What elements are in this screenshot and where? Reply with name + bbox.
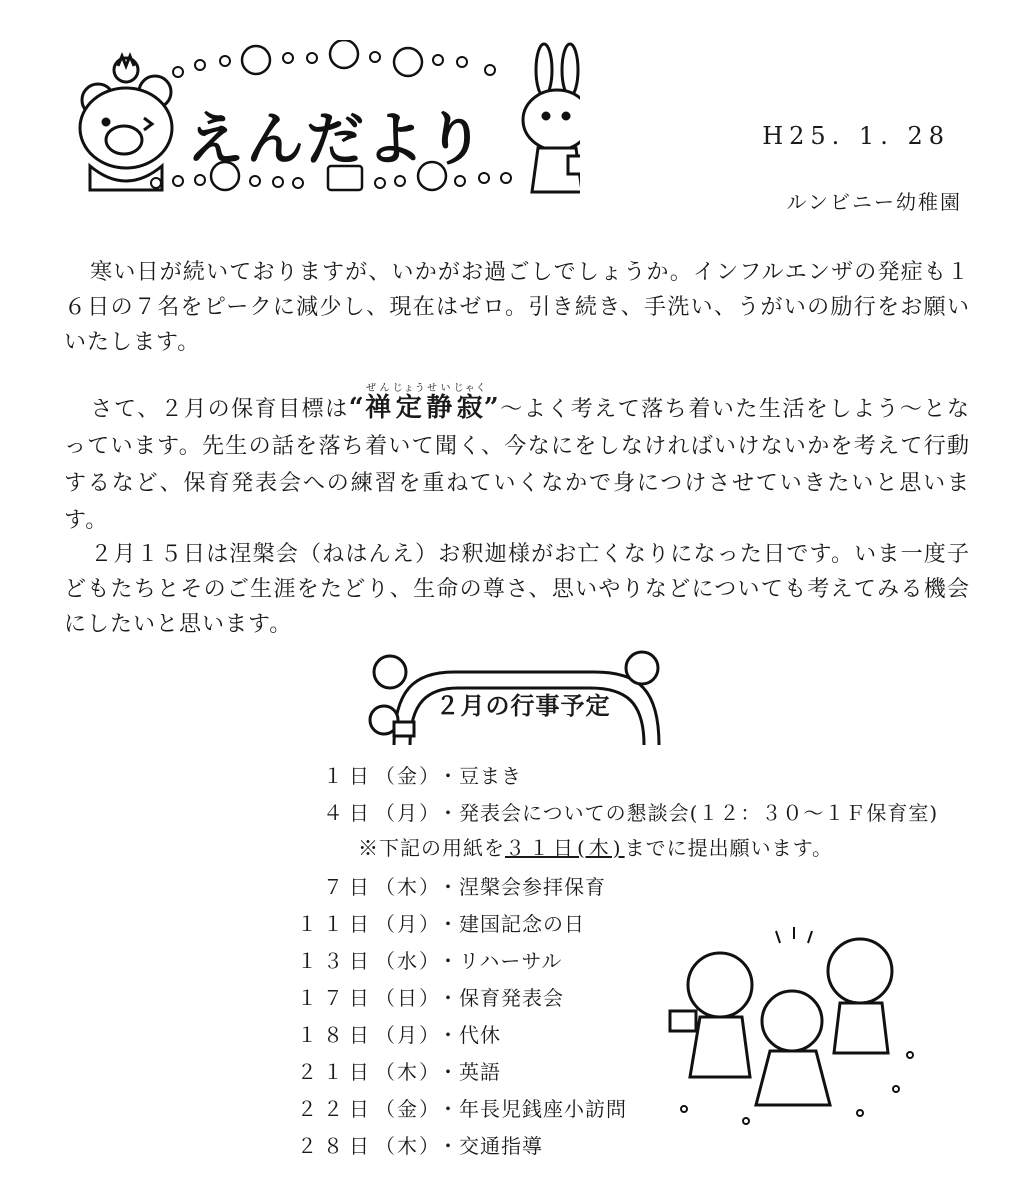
event-name: ・保育発表会 [438,986,564,1010]
paragraph-nehan-e [64,537,970,642]
event-name: ・涅槃会参拝保育 [438,875,606,899]
list-item [200,869,920,906]
event-weekday: （木） [375,1060,441,1084]
oni-face-icon [626,652,658,684]
event-weekday: （木） [375,1134,441,1158]
quote-open: “ [348,393,365,423]
child-face-icon [828,939,892,1003]
event-date: １１日 [297,912,375,936]
event-date: １７日 [297,986,375,1010]
goal-keyword [348,383,500,423]
list-item [200,758,920,795]
paragraph-greeting-text: 寒い日が続いておりますが、いかがお過ごしでしょうか。インフルエンザの発症も１６日の７名をピークに減少し、現在はゼロ。引き続き、手洗い、うがいの励行をお願いいたします。 [64,260,970,355]
oni-face-icon [762,991,822,1051]
children-oni-illustration [660,925,920,1125]
event-name: ・年長児銭座小訪問 [438,1097,627,1121]
event-name: ・リハーサル [438,949,563,973]
event-name: ・代休 [438,1023,501,1047]
event-date: ２２日 [297,1097,375,1121]
event-weekday: （木） [375,875,441,899]
event-weekday: （金） [375,764,441,788]
note-suffix: までに提出願います。 [624,836,834,860]
goal-furigana: ぜん [364,383,392,394]
goal-description-text: ～よく考えて落ち着いた生活をしよう～となっています。先生の話を落ち着いて聞く、今なにをしなければいけないかを考えて行動するなど、保育発表会への練習を重ねていくなかで身につけさせていきたいと思います。 [64,397,970,533]
issue-date: H25. 1. 28 [762,122,950,150]
event-date: ４日 [323,801,375,825]
note-deadline: ３１日(木) [505,836,625,860]
event-name: ・発表会についての懇談会(１２：３０～１Ｆ保育室) [438,801,939,825]
rabbit-icon [523,44,580,192]
event-weekday: （月） [375,1023,441,1047]
event-name: ・建国記念の日 [438,912,585,936]
event-name: ・豆まき [438,764,522,788]
event-weekday: （月） [375,801,441,825]
list-item [200,795,939,832]
events-title: ２月の行事予定 [435,692,611,720]
event-date: １８日 [297,1023,375,1047]
note-prefix: ※下記の用紙を [358,836,505,860]
event-weekday: （日） [375,986,441,1010]
event-date: １３日 [297,949,375,973]
quote-close: ” [483,393,500,423]
paragraph-greeting [64,255,970,360]
event-name: ・交通指導 [438,1134,543,1158]
goal-kanji: 禅 [364,393,393,423]
paragraph-nehan-e-text: ２月１５日は涅槃会（ねはんえ）お釈迦様がお亡くなりになった日です。いま一度子どもたちとそのご生涯をたどり、生命の尊さ、思いやりなどについても考えてみる機会にしたいと思います。 [64,542,970,637]
bear-icon [80,56,172,190]
goal-furigana: じょう [392,383,426,394]
event-date: ２１日 [297,1060,375,1084]
event-weekday: （金） [375,1097,441,1121]
child-face-icon [688,953,752,1017]
list-item [200,1128,920,1165]
goal-kanji: 定 [392,393,426,423]
newsletter-title: えんだより [186,105,487,173]
event-date: １日 [323,764,375,788]
goal-intro-text: さて、２月の保育目標は [90,397,349,422]
goal-furigana: じゃく [453,383,487,394]
event-weekday: （月） [375,912,441,936]
oni-face-icon [374,656,406,688]
event-date: ７日 [323,875,375,899]
event-name: ・英語 [438,1060,501,1084]
goal-furigana: せい [425,383,453,394]
event-date: ２８日 [297,1134,375,1158]
goal-kanji: 寂 [453,393,487,423]
paragraph-goal [64,383,970,539]
school-name: ルンビニー幼稚園 [786,190,962,214]
event-weekday: （水） [375,949,441,973]
submission-note [358,832,833,861]
goal-kanji: 静 [425,393,454,423]
